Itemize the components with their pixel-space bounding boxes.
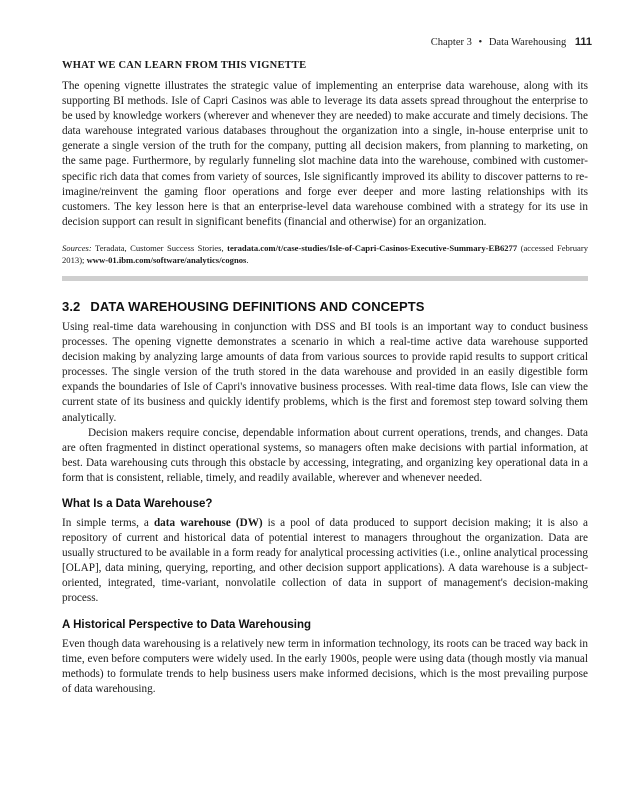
page-number: 111 — [574, 36, 592, 48]
running-head-separator: • — [478, 37, 483, 48]
section-number: 3.2 — [62, 298, 81, 314]
what-is-dw-rest: is a pool of data produced to support decision making; it is also a repository of current and historical data of potential interest to managers throughout the organization. Data are usually structured to be available in a form ready for analytical processing activities (i.e., online analytical processing [OLAP], data mining, querying, reporting, and other decision support applications). A data warehouse is a subject-oriented, integrated, time-variant, nonvolatile collection of data in support of management's decision-making process. — [62, 516, 588, 605]
what-is-dw-heading: What Is a Data Warehouse? — [62, 497, 213, 510]
section-paragraph-2: Decision makers require concise, dependable information about current operations, trends, and changes. Data are often fragmented in distinct operational systems, so managers often make decisions with partial information, at best. Data warehousing cuts through this obstacle by accessing, integrating, and organizing key operational data in a form that is consistent, reliable, timely, and readily available, wherever and whenever needed. — [62, 426, 588, 484]
chapter-title: Data Warehousing — [488, 37, 567, 48]
what-is-dw-paragraph — [62, 516, 588, 607]
sources-text-2: (accessed February 2013); — [62, 242, 588, 265]
section-heading — [62, 299, 588, 314]
chapter-label: Chapter 3 — [430, 37, 472, 48]
section-divider — [62, 276, 588, 281]
vignette-paragraph: The opening vignette illustrates the strategic value of implementing an enterprise data warehouse, along with its supporting BI methods. Isle of Capri Casinos was able to leverage its data assets spread throughout the enterprise to be used by knowledge workers (wherever and whenever they are needed) to make accurate and timely decisions. The data warehouse integrated various databases throughout the organization into a single, in-house enterprise unit to generate a single version of the truth for the company, putting all decision makers, from planning to marketing, on the same page. Furthermore, by regularly funneling slot machine data into the warehouse, combined with customer-specific rich data that comes from variety of sources, Isle significantly improved its ability to discover patterns to re-imagine/reinvent the gaming floor operations and forge ever deeper and more lasting relationships with its customers. The key lesson here is that an enterprise-level data warehouse combined with a strategy for its use in decision support can result in significant benefits (financial and otherwise) for an organization. — [62, 80, 588, 228]
sources-text-3: . — [246, 254, 249, 265]
sources-text-1: Teradata, Customer Success Stories, — [91, 242, 228, 253]
what-is-dw-term: data warehouse (DW) — [153, 516, 263, 529]
section-title: DATA WAREHOUSING DEFINITIONS AND CONCEPTS — [90, 298, 425, 314]
sources-link-ibm: www-01.ibm.com/software/analytics/cognos — [86, 254, 247, 265]
section-paragraph-1: Using real-time data warehousing in conjunction with DSS and BI tools is an important way to conduct business processes. The opening vignette demonstrates a scenario in which a real-time active data warehouse supported decision making by analyzing large amounts of data from various sources to provide rapid results to support critical processes. The single version of the truth stored in the data warehouse and provided in an easily digestible form expands the boundaries of Isle of Capri's innovative business processes. With real-time data flows, Isle can view the current state of its business and quickly identify problems, which is the first and foremost step toward solving them analytically. — [62, 320, 588, 424]
vignette-heading: WHAT WE CAN LEARN FROM THIS VIGNETTE — [62, 60, 307, 71]
sources-label: Sources: — [62, 242, 92, 253]
historical-heading: A Historical Perspective to Data Warehousing — [62, 618, 312, 631]
what-is-dw-lead: In simple terms, a — [62, 516, 154, 529]
sources-link-teradata: teradata.com/t/case-studies/Isle-of-Capri-Casinos-Executive-Summary-EB6277 — [227, 242, 518, 253]
page-body — [62, 34, 588, 697]
historical-paragraph: Even though data warehousing is a relatively new term in information technology, its roots can be traced way back in time, even before computers were widely used. In the early 1900s, people were using data (though mostly via manual methods) to formulate trends to help business users make informed decisions, which is the most prevailing purpose of data warehousing. — [62, 637, 588, 695]
sources-note — [62, 242, 588, 266]
